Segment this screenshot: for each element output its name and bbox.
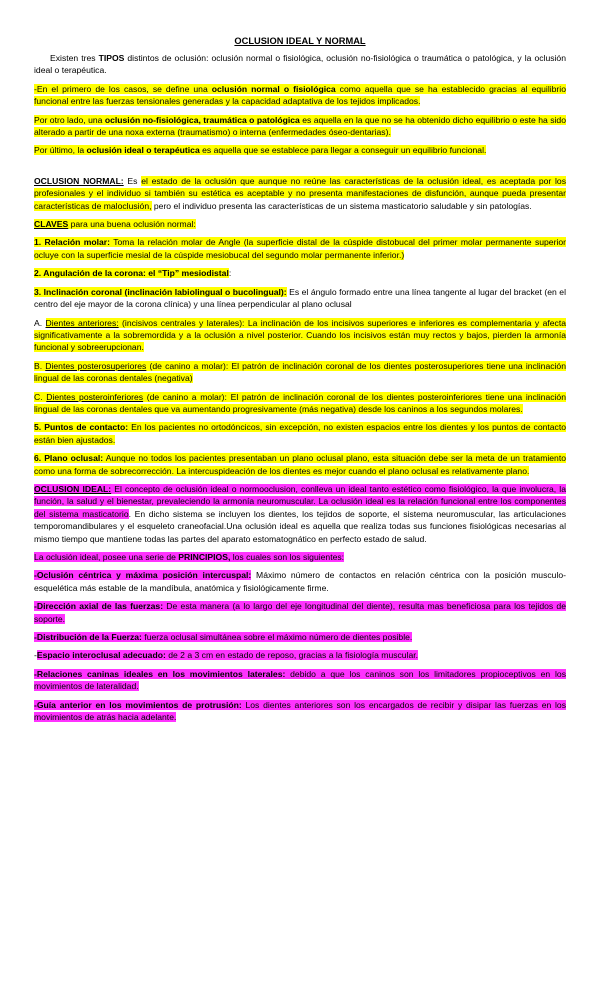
principio-1-label: -Oclusión céntrica y máxima posición intercuspal: xyxy=(34,570,252,581)
principios-line xyxy=(34,551,566,563)
clave-3 xyxy=(34,286,566,311)
clave-c-text: (de canino a molar): El patrón de inclinación coronal de los dientes posteroinferiores tiene una inclinación lingual de las coronas dentales que va aumentando progresivamente (más negativa) desde los caninos a los segundos molares. xyxy=(34,391,566,414)
clave-2 xyxy=(34,267,566,279)
principio-6-text: Los dientes anteriores son los encargados de recibir y disipar las fuerzas en los movimientos de atrás hacia adelante. xyxy=(34,699,567,723)
p3-text: Por último, la xyxy=(34,145,87,156)
principio-4 xyxy=(34,649,566,661)
principio-6 xyxy=(34,699,566,724)
clave-a-label: Dientes anteriores: xyxy=(45,317,119,328)
clave-a-prefix: A. xyxy=(34,317,46,328)
clave-3-label: 3. Inclinación coronal (inclinación labiolingual o bucolingual): xyxy=(34,286,287,297)
principio-5-label: -Relaciones caninas ideales en los movimientos laterales: xyxy=(34,668,286,679)
p2-text-2: es aquella en la que no se ha obtenido dicho equilibrio o este ha sido alterado a partir de una noxa externa (traumatismo) o interna (enfermedades óseo-dentarias). xyxy=(34,114,566,138)
clave-b-label: Dientes posterosuperiores xyxy=(45,360,147,371)
p1-text-2: como aquella que se ha establecido gracias al equilibrio funcional entre las fuerzas tensionales generadas y la capacidad adaptativa de los tejidos implicados. xyxy=(34,83,566,107)
principio-5-text: debido a que los caninos son los limitadores propioceptivos en los movimientos de lateralidad. xyxy=(34,668,566,692)
principio-1 xyxy=(34,569,566,594)
clave-1-label: 1. Relación molar: xyxy=(34,237,110,248)
clave-6 xyxy=(34,452,566,477)
ideal-text-highlight: El concepto de oclusión ideal o normooclusion, conlleva un ideal tanto estético como fisiológico, la que involucra, la función, la salud y el bienestar, prevaleciendo la armonía neuromuscular. La oclusión ideal es la relación funcional entre los componentes del sistema masticatorio xyxy=(34,483,566,519)
clave-b-text: (de canino a molar): El patrón de inclinación coronal de los dientes posterosuperiores tiene una inclinación lingual de las coronas dentales (negativa) xyxy=(34,360,566,384)
clave-1-text: Toma la relación molar de Angle (la superficie distal de la cúspide distobucal del primer molar permanente superior ocluye con la superficie mesial de la cúspide mesiobucal del segundo molar permanente inferior.) xyxy=(34,237,566,260)
p2-text: Por otro lado, una xyxy=(34,114,105,125)
oclusion-normal-heading: OCLUSION NORMAL: xyxy=(34,175,124,186)
principio-6-label: -Guía anterior en los movimientos de protrusión: xyxy=(34,699,242,710)
paragraph-normal-definition xyxy=(34,83,566,108)
clave-c xyxy=(34,391,566,416)
clave-1 xyxy=(34,236,566,261)
clave-a xyxy=(34,317,566,354)
principio-4-label: Espacio interoclusal adecuado: xyxy=(36,650,166,661)
principio-4-dash: - xyxy=(34,650,37,661)
claves-text: para una buena oclusión normal: xyxy=(68,219,196,230)
p1-bold: oclusión normal o fisiológica xyxy=(211,83,336,94)
claves-heading-line xyxy=(34,218,566,230)
principios-bold: PRINCIPIOS, xyxy=(178,552,231,562)
principios-text-2: los cuales son los siguientes: xyxy=(230,552,345,562)
clave-b-prefix: B. xyxy=(34,360,46,371)
clave-a-text: (incisivos centrales y laterales): La inclinación de los incisivos superiores e inferiores es complementaria y afecta significativamente a la sobremordida y a la oclusión a nivel posterior. Cuando los incisivos están muy rectos y bajos, pierden la armonía funcional y sobreerupcionan. xyxy=(34,317,566,353)
section-oclusion-ideal xyxy=(34,483,566,545)
clave-6-text: Aunque no todos los pacientes presentaban un plano oclusal plano, esta situación debe ser la meta de un tratamiento como una forma de sobrecorrección. La intercuspideación de los dientes es mejor cuando el plano oclusal es relativamente plano. xyxy=(34,453,566,476)
clave-b xyxy=(34,360,566,385)
normal-text-1: Es xyxy=(123,175,142,186)
clave-5-label: 5. Puntos de contacto: xyxy=(34,422,129,433)
principio-3-text: fuerza oclusal simultánea sobre el máximo número de dientes posible. xyxy=(141,632,413,643)
p3-bold: oclusión ideal o terapéutica xyxy=(86,145,200,156)
ideal-text-2: . En dicho sistema se incluyen los dientes, los tejidos de soporte, el sistema neuromuscular, las articulaciones temporomandibulares y el esqueleto craneofacial.Una oclusión ideal es aquella que realiza todas sus funciones fisiológicas necesarias al mismo tiempo que mantiene todas las partes del aparato estomatognático en perfecto estado de salud. xyxy=(34,508,566,544)
principio-2 xyxy=(34,600,566,625)
clave-c-prefix: C. xyxy=(34,391,47,402)
principio-4-text: de 2 a 3 cm en estado de reposo, gracias a la fisiología muscular. xyxy=(165,650,419,661)
clave-5 xyxy=(34,421,566,446)
p1-text: -En el primero de los casos, se define una xyxy=(34,83,212,94)
claves-heading: CLAVES xyxy=(34,219,69,230)
clave-5-text: En los pacientes no ortodóncicos, sin excepción, no existen espacios entre los dientes y los puntos de contacto están bien ajustados. xyxy=(34,422,567,445)
clave-2-colon: : xyxy=(228,268,232,279)
principio-2-text: De esta manera (a lo largo del eje longitudinal del diente), resulta mas beneficiosa para los tejidos de soporte. xyxy=(34,601,566,624)
intro-paragraph xyxy=(34,52,566,77)
intro-text: Existen tres xyxy=(50,53,99,63)
intro-text-2: distintos de oclusión: oclusión normal o fisiológica, oclusión no-fisiológica o traumática o patológica, y la oclusión ideal o terapéutica. xyxy=(34,53,566,76)
document-title: OCLUSION IDEAL Y NORMAL xyxy=(234,36,366,46)
normal-text-highlight: el estado de la oclusión que aunque no reúne las características de la oclusión ideal, es aceptada por los profesionales y el individuo si también su estética es aceptable y no presenta manifestaciones de disfunción, aunque pueda presentar características de maloclusión, xyxy=(34,175,566,211)
principios-text: La oclusión ideal, posee una serie de xyxy=(34,552,179,562)
p3-text-2: es aquella que se establece para llegar a conseguir un equilibrio funcional. xyxy=(199,145,487,156)
normal-text-3: pero el individuo presenta las características de un sistema masticatorio saludable y sin patologías. xyxy=(151,200,532,211)
principio-3-label: -Distribución de la Fuerza: xyxy=(34,632,142,643)
paragraph-ideal-definition xyxy=(34,144,566,156)
clave-2-label: 2. Angulación de la corona: el “Tip” mesiodistal xyxy=(34,268,229,279)
principio-2-label: -Dirección axial de las fuerzas: xyxy=(34,601,164,612)
oclusion-ideal-heading: OCLUSION IDEAL: xyxy=(34,483,112,494)
principio-3 xyxy=(34,631,566,643)
intro-bold: TIPOS xyxy=(98,53,125,63)
principio-5 xyxy=(34,668,566,693)
paragraph-pathologic-definition xyxy=(34,114,566,139)
clave-6-label: 6. Plano oclusal: xyxy=(34,453,104,464)
clave-3-text: Es el ángulo formado entre una línea tangente al lugar del bracket (en el centro del eje mayor de la corona clínica) y una línea perpendicular al plano oclusal xyxy=(34,286,566,310)
p2-bold: oclusión no-fisiológica, traumática o patológica xyxy=(104,114,300,125)
clave-c-label: Dientes posteroinferiores xyxy=(46,391,144,402)
principio-1-text: Máximo número de contactos en relación céntrica con la posición musculo-esquelética más estable de la mandíbula, anatómica y fisiológicamente firme. xyxy=(34,570,566,593)
section-oclusion-normal xyxy=(34,175,566,212)
